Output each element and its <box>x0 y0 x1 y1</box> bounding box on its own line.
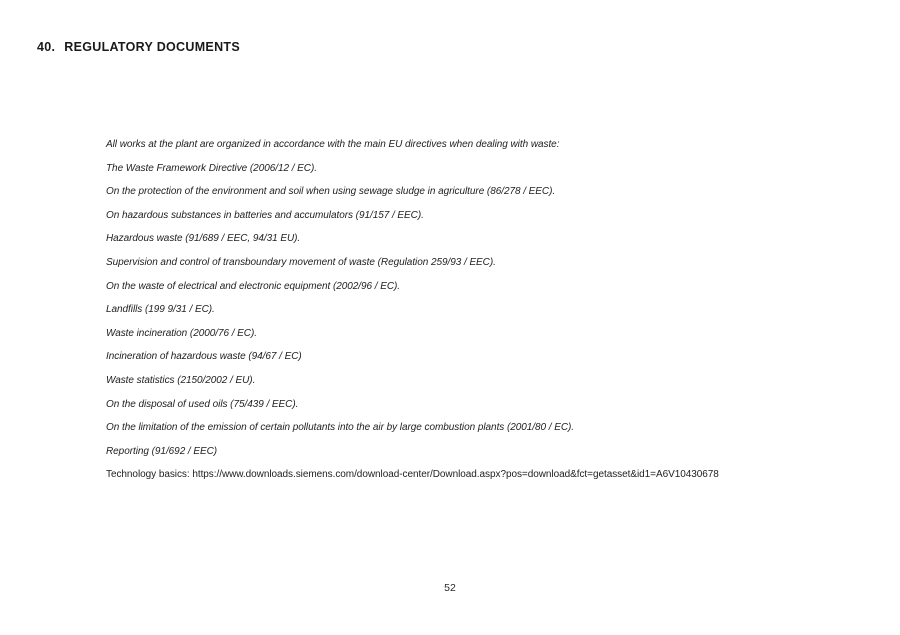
document-line: On hazardous substances in batteries and accumulators (91/157 / EEC). <box>106 209 424 221</box>
document-line: Waste statistics (2150/2002 / EU). <box>106 374 256 386</box>
document-line: On the waste of electrical and electronic equipment (2002/96 / EC). <box>106 280 401 292</box>
page-number: 52 <box>444 582 456 594</box>
document-line: Supervision and control of transboundary movement of waste (Regulation 259/93 / EEC). <box>106 256 496 268</box>
document-line: The Waste Framework Directive (2006/12 / EC). <box>106 162 317 174</box>
section-title: REGULATORY DOCUMENTS <box>64 40 240 54</box>
section-number: 40. <box>37 40 56 54</box>
document-line: Waste incineration (2000/76 / EC). <box>106 327 257 339</box>
document-line: Landfills (199 9/31 / EC). <box>106 304 215 316</box>
document-line: On the protection of the environment and soil when using sewage sludge in agriculture (86/278 / EEC). <box>106 186 556 198</box>
document-line: All works at the plant are organized in accordance with the main EU directives when dealing with waste: <box>106 139 560 150</box>
document-line: Hazardous waste (91/689 / EEC, 94/31 EU). <box>106 233 301 245</box>
document-line: Incineration of hazardous waste (94/67 / EC) <box>106 351 302 363</box>
document-line: On the limitation of the emission of certain pollutants into the air by large combustion plants (2001/80 / EC). <box>106 422 575 434</box>
section-heading <box>37 40 240 54</box>
siemens-download-link[interactable]: https://www.downloads.siemens.com/download-center/Download.aspx?pos=download&fct=getasset&id1=A6V10430678 <box>192 469 719 481</box>
technology-basics-line <box>106 463 880 487</box>
document-line: Reporting (91/692 / EEC) <box>106 445 218 457</box>
document-line: On the disposal of used oils (75/439 / EEC). <box>106 398 299 410</box>
document-body <box>106 133 880 487</box>
technology-basics-label: Technology basics: <box>106 469 193 481</box>
